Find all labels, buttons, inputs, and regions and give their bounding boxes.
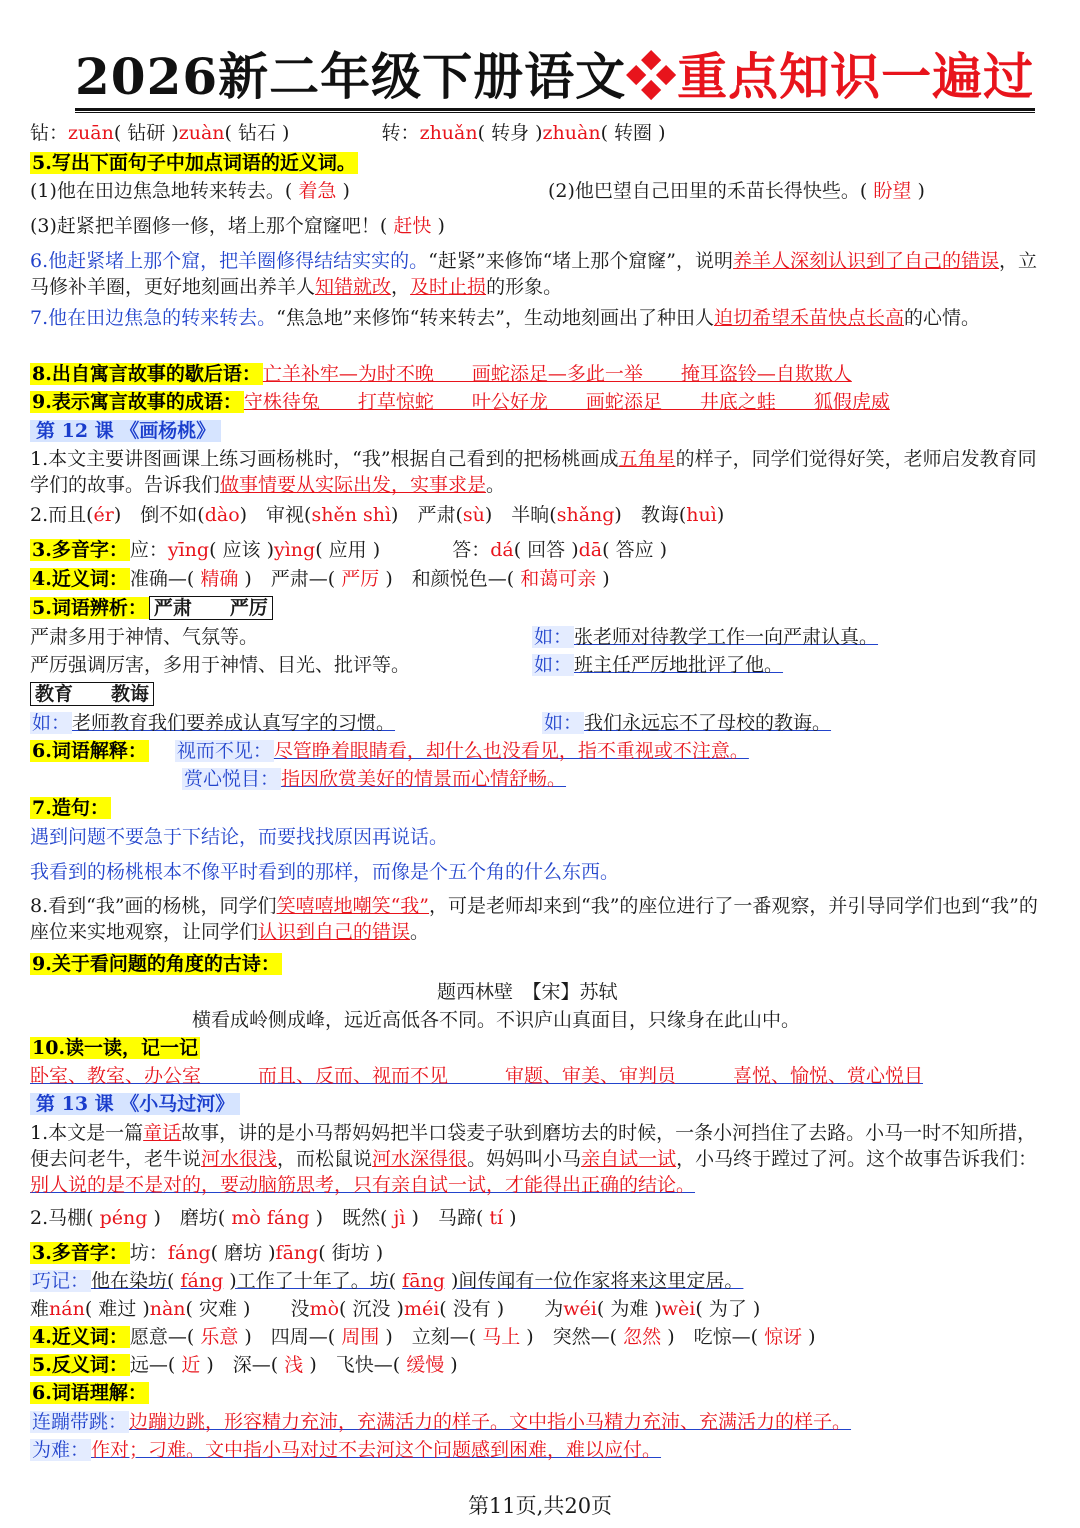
text-span: 遇到问题不要急于下结论，而要找找原因再说话。 (30, 826, 449, 848)
text-span: ( 街坊 ) (318, 1242, 384, 1264)
text-span: 8.看到“我”画的杨桃，同学们 (30, 895, 277, 917)
text-span: shǎng (556, 504, 615, 526)
text-span: 尽管睁着眼睛看，却什么也没看见，指不重视或不注意。 (273, 740, 749, 762)
text-span: 童话 (143, 1122, 182, 1144)
text-span: 和蔼可亲 (520, 568, 597, 590)
text-span: ，小马终于蹚过了河。这个故事告诉我们： (676, 1148, 1038, 1170)
text-span: 及时止损 (410, 276, 487, 298)
text-span: méi (403, 1298, 440, 1320)
text-span: 6.他赶紧堵上那个窟，把羊圈修得结结实实的。 (30, 250, 429, 272)
text-span: 他在染坊( (91, 1270, 175, 1292)
discrim-4-example (542, 710, 831, 736)
pinyin-row (30, 502, 724, 528)
text-span: 6.词语解释： (32, 740, 147, 762)
text-span: 笑嘻嘻地嘲笑“我” (276, 895, 429, 917)
discrim-2-example (532, 652, 783, 678)
polyphone-12 (30, 537, 667, 563)
discrim-3-example (30, 710, 395, 736)
text-span: (3)赶紧把羊圈修一修，堵上那个窟窿吧！( (30, 215, 388, 237)
text-span: 老师教育我们要养成认真写字的习惯。 (72, 712, 396, 734)
text-span: mò fáng (231, 1207, 310, 1229)
text-span: “焦急地”来修饰“转来转去”，生动地刻画出了种田人 (276, 307, 714, 329)
text-span: jì (393, 1207, 406, 1229)
text-span: 别人说的是不是对的，要动脑筋思考，只有亲自试一试，才能得出正确的结论。 (30, 1174, 696, 1196)
read-heading (30, 1035, 200, 1061)
text-span: 5.词语辨析： (32, 597, 147, 619)
text-span: 精确 (200, 568, 239, 590)
text-span: ) (509, 1207, 517, 1229)
text-span: nàn (149, 1298, 186, 1320)
page-footer: 第11页,共20页 (467, 1494, 613, 1518)
text-span: 远—( (129, 1354, 176, 1376)
text-span: 严厉强调厉害，多用于神情、目光、批评等。 (30, 654, 411, 676)
text-span: 守株待兔 打草惊蛇 叶公好龙 画蛇添足 井底之蛙 狐假虎威 (243, 391, 890, 413)
text-span: ) (716, 504, 725, 526)
text-span: ) (437, 215, 445, 237)
text-span: 我们永远忘不了母校的教诲。 (584, 712, 832, 734)
text-span: 第 13 课 《小马过河》 (30, 1093, 240, 1115)
text-span: nán (49, 1298, 85, 1320)
text-span: 5.反义词： (32, 1354, 128, 1376)
understand-2 (30, 1437, 661, 1463)
text-span: 1.本文是一篇 (30, 1122, 144, 1144)
text-span: ( 没有 ) (439, 1298, 505, 1320)
understand-1 (30, 1409, 851, 1435)
text-span: 如： (534, 626, 573, 648)
text-span: ) 和颜悦色—( (385, 568, 515, 590)
text-span: dào (204, 504, 240, 526)
text-span: ，立马修补羊圈，更好地刻画出养羊人 (30, 250, 1038, 298)
polyphone-more (30, 1296, 760, 1322)
text-span: 6.词语理解： (32, 1382, 147, 1404)
text-span: 连蹦带跳： (32, 1411, 128, 1433)
text-span: ) 立刻—( (385, 1326, 477, 1348)
text-span: 亲自试一试 (581, 1148, 677, 1170)
text-span: 河水深得很 (372, 1148, 468, 1170)
text-span: 作对；刁难。文中指小马对过不去河这个问题感到困难，难以应付。 (91, 1439, 662, 1461)
text-span: 乐意 (200, 1326, 239, 1348)
text-span: 巧记： (32, 1270, 90, 1292)
text-span: dā (578, 539, 603, 561)
text-span: ( 应该 ) (209, 539, 274, 561)
title-rule-thin (75, 112, 1035, 113)
text-span: 知错就改 (315, 276, 392, 298)
text-span: (1)他在田边焦急地转来转去。( (30, 180, 293, 202)
understand-heading (30, 1380, 149, 1406)
text-span: 惊讶 (764, 1326, 803, 1348)
text-span: wéi (563, 1298, 597, 1320)
text-span: 迫切希望禾苗快点长高 (714, 307, 905, 329)
text-span: 张老师对待教学工作一向严肃认真。 (574, 626, 879, 648)
text-span: 为 (544, 1298, 564, 1320)
text-span: mò (309, 1298, 340, 1320)
text-span: 班主任严厉地批评了他。 (574, 654, 784, 676)
text-span: zhuǎn (419, 122, 478, 144)
polyphone-13 (30, 1240, 383, 1266)
title-rule (75, 108, 1035, 111)
text-span: fāng (275, 1242, 319, 1264)
text-span: 视而不见： (176, 740, 272, 762)
text-span: 严肃 严厉 (149, 596, 273, 620)
lesson13-summary (30, 1120, 1050, 1198)
sentence-2 (548, 178, 925, 204)
text-span: ( 应用 ) (315, 539, 381, 561)
text-span: 指因欣赏美好的情景而心情舒畅。 (281, 768, 567, 790)
text-span: 答： (452, 539, 491, 561)
text-span: tí (489, 1207, 504, 1229)
text-span: 边蹦边跳，形容精力充沛，充满活力的样子。文中指小马精力充沛、充满活力的样子。 (129, 1411, 852, 1433)
heading-8 (30, 361, 852, 387)
title-red: 重点知识一遍过 (677, 47, 1035, 106)
text-span: dá (490, 539, 514, 561)
text-span: )工作了十年了。坊( (229, 1270, 397, 1292)
text-span: 7.造句： (32, 797, 109, 819)
text-span: ) 审视( (239, 504, 312, 526)
explain-2 (182, 766, 566, 792)
text-span: 9.表示寓言故事的成语： (32, 391, 242, 413)
text-span: 准确—( (129, 568, 195, 590)
text-span: 我看到的杨桃根本不像平时看到的那样，而像是个五个角的什么东西。 (30, 861, 620, 883)
heading-5 (30, 150, 358, 176)
text-span: 4.近义词： (32, 1326, 128, 1348)
poem-text (192, 1007, 800, 1033)
text-span: ) 教诲( (614, 504, 687, 526)
text-span: 如： (32, 712, 71, 734)
text-span: 卧室、教室、办公室 而且、反而、视而不见 审题、审美、审判员 喜悦、愉悦、赏心悦目 (30, 1065, 924, 1087)
text-span: ) 严肃—( (244, 568, 336, 590)
text-span: ( 为难 ) (596, 1298, 662, 1320)
text-span: 严厉 (341, 568, 380, 590)
text-span: ( 沉没 ) (339, 1298, 404, 1320)
text-span: (2)他巴望自己田里的禾苗长得快些。( (548, 180, 868, 202)
discrim-1 (30, 624, 258, 650)
poem-heading (30, 951, 282, 977)
discrim-1-example (532, 624, 878, 650)
text-span: 没 (290, 1298, 310, 1320)
text-span: ) 深—( (206, 1354, 279, 1376)
text-span: ) 马蹄( (411, 1207, 484, 1229)
line-zuan (30, 120, 666, 146)
para-6 (30, 248, 1050, 300)
text-span: 五角星 (618, 448, 676, 470)
text-span: 第 12 课 《画杨桃》 (30, 420, 221, 442)
text-span: 9.关于看问题的角度的古诗： (32, 953, 280, 975)
text-span: 1.本文主要讲图画课上练习画杨桃时，“我”根据自己看到的把杨桃画成 (30, 448, 619, 470)
sentence-example-2 (30, 859, 619, 885)
text-span: zuàn (178, 122, 225, 144)
text-span: 。 (410, 921, 430, 943)
text-span: fáng (180, 1270, 224, 1292)
poem-title (437, 979, 618, 1005)
text-span: ( 回答 ) (513, 539, 579, 561)
text-span: huì (686, 504, 717, 526)
text-span: ) (602, 568, 610, 590)
text-span: 2.而且( (30, 504, 94, 526)
text-span: 做事情要从实际出发，实事求是 (220, 474, 487, 496)
text-span: 故事，讲的是小马帮妈妈把半口袋麦子驮到磨坊去的时候，一条小河挡住了去路。小马一时不知所措，便去问老牛，老牛说 (30, 1122, 1037, 1170)
sentence-example-1 (30, 824, 448, 850)
discrim-box-2 (30, 681, 154, 707)
text-span: 4.近义词： (32, 568, 128, 590)
text-span: ( 钻研 ) (113, 122, 179, 144)
text-span: sù (462, 504, 485, 526)
text-span: 2.马棚( (30, 1207, 94, 1229)
text-span: 题西林壁 【宋】苏轼 (437, 981, 618, 1003)
text-span: 8.出自寓言故事的歇后语： (32, 363, 261, 385)
sentence-heading (30, 795, 111, 821)
sentence-1 (30, 178, 350, 204)
text-span: wèi (661, 1298, 696, 1320)
text-span: 河水很浅 (201, 1148, 278, 1170)
text-span: ( 灾难 ) (185, 1298, 251, 1320)
text-span: 应： (129, 539, 168, 561)
text-span: 赏心悦目： (184, 768, 280, 790)
text-span: fáng (167, 1242, 211, 1264)
text-span: 亡羊补牢—为时不晚 画蛇添足—多此一举 掩耳盗铃—自欺欺人 (262, 363, 852, 385)
lesson12-summary (30, 446, 1050, 498)
text-span: ) 飞快—( (309, 1354, 401, 1376)
text-span: 7.他在田边焦急的转来转去。 (30, 307, 277, 329)
text-span: ) 既然( (315, 1207, 388, 1229)
text-span: 如： (534, 654, 573, 676)
text-span: 钻： (30, 122, 69, 144)
text-span: 坊： (129, 1242, 168, 1264)
text-span: ) 磨坊( (153, 1207, 226, 1229)
text-span: 5.写出下面句子中加点词语的近义词。 (32, 152, 356, 174)
document-page (30, 0, 1055, 1461)
mnemonic (30, 1268, 743, 1294)
text-span: ( 钻石 ) (224, 122, 290, 144)
sentence-3 (30, 213, 445, 239)
text-span: zhuàn (542, 122, 601, 144)
text-span: ) 吃惊—( (667, 1326, 759, 1348)
explain-heading (30, 738, 749, 764)
discrim-2 (30, 652, 410, 678)
text-span: 盼望 (873, 180, 912, 202)
text-span: 如： (544, 712, 583, 734)
text-span: 难 (30, 1298, 50, 1320)
text-span: 近 (181, 1354, 201, 1376)
text-span: zuān (68, 122, 114, 144)
text-span: ( 转圈 ) (600, 122, 666, 144)
text-span: 缓慢 (406, 1354, 445, 1376)
para-7 (30, 305, 1050, 331)
title-black: 2026新二年级下册语文 (75, 47, 627, 106)
text-span: 赶快 (393, 215, 432, 237)
text-span: péng (99, 1207, 148, 1229)
text-span: ) (450, 1354, 458, 1376)
title-block (30, 0, 1055, 118)
text-span: ) 倒不如( (113, 504, 205, 526)
text-span: ) (808, 1326, 816, 1348)
text-span: ) 四周—( (244, 1326, 336, 1348)
text-span: 认识到自己的错误 (258, 921, 411, 943)
antonym-13 (30, 1352, 458, 1378)
text-span: 教育 教诲 (30, 682, 154, 706)
title-mark: ❖ (626, 47, 678, 106)
discrimination-heading (30, 595, 273, 621)
text-span: ( 难过 ) (84, 1298, 150, 1320)
text-span: )间传闻有一位作家将来这里定居。 (450, 1270, 744, 1292)
synonym-13 (30, 1324, 816, 1350)
text-span: 为难： (32, 1439, 90, 1461)
text-span: ) 突然—( (526, 1326, 618, 1348)
text-span: 周围 (341, 1326, 380, 1348)
text-span: ér (93, 504, 114, 526)
heading-9 (30, 389, 890, 415)
text-span: 忽然 (623, 1326, 662, 1348)
page-title (75, 47, 1035, 106)
text-span: ) (342, 180, 350, 202)
text-span: 的样子，同学们觉得好笑，老师启发教育同学们的故事。告诉我们 (30, 448, 1037, 496)
text-span: ) (917, 180, 925, 202)
read-words (30, 1063, 923, 1089)
text-span: yìng (273, 539, 316, 561)
text-span: shěn shì (311, 504, 392, 526)
text-span: 的心情。 (904, 307, 981, 329)
text-span: 横看成岭侧成峰，远近高低各不同。不识庐山真面目，只缘身在此山中。 (192, 1009, 801, 1031)
text-span: 转： (381, 122, 420, 144)
pinyin-row-13 (30, 1205, 517, 1231)
text-span: ( 转身 ) (477, 122, 543, 144)
text-span: ，而松鼠说 (277, 1148, 373, 1170)
text-span: 3.多音字： (32, 539, 128, 561)
text-span: 3.多音字： (32, 1242, 128, 1264)
synonym-12 (30, 566, 610, 592)
text-span: 着急 (298, 180, 337, 202)
text-span: 的形象。 (486, 276, 563, 298)
text-span: 。妈妈叫小马 (467, 1148, 582, 1170)
text-span: ) 严肃( (391, 504, 463, 526)
text-span: fāng (402, 1270, 445, 1292)
text-span: 严肃多用于神情、气氛等。 (30, 626, 259, 648)
text-span: 愿意—( (129, 1326, 195, 1348)
para-8 (30, 893, 1050, 945)
text-span: 。 (486, 474, 506, 496)
text-span: ， (391, 276, 411, 298)
lesson-12-title (30, 418, 221, 444)
text-span: 浅 (284, 1354, 304, 1376)
lesson-13-title (30, 1091, 240, 1117)
text-span: 10.读一读，记一记 (32, 1037, 199, 1059)
text-span: ) 半晌( (484, 504, 557, 526)
text-span: ，可是老师却来到“我”的座位进行了一番观察，并引导同学们也到“我”的座位来实地观察，让同学们 (30, 895, 1038, 943)
text-span: “赶紧”来修饰“堵上那个窟窿”，说明 (428, 250, 733, 272)
text-span: yīng (167, 539, 210, 561)
text-span: ( 答应 ) (602, 539, 668, 561)
text-span: ( 磨坊 ) (210, 1242, 276, 1264)
text-span: 养羊人深刻认识到了自己的错误 (733, 250, 1000, 272)
text-span: 马上 (482, 1326, 521, 1348)
text-span: ( 为了 ) (695, 1298, 761, 1320)
